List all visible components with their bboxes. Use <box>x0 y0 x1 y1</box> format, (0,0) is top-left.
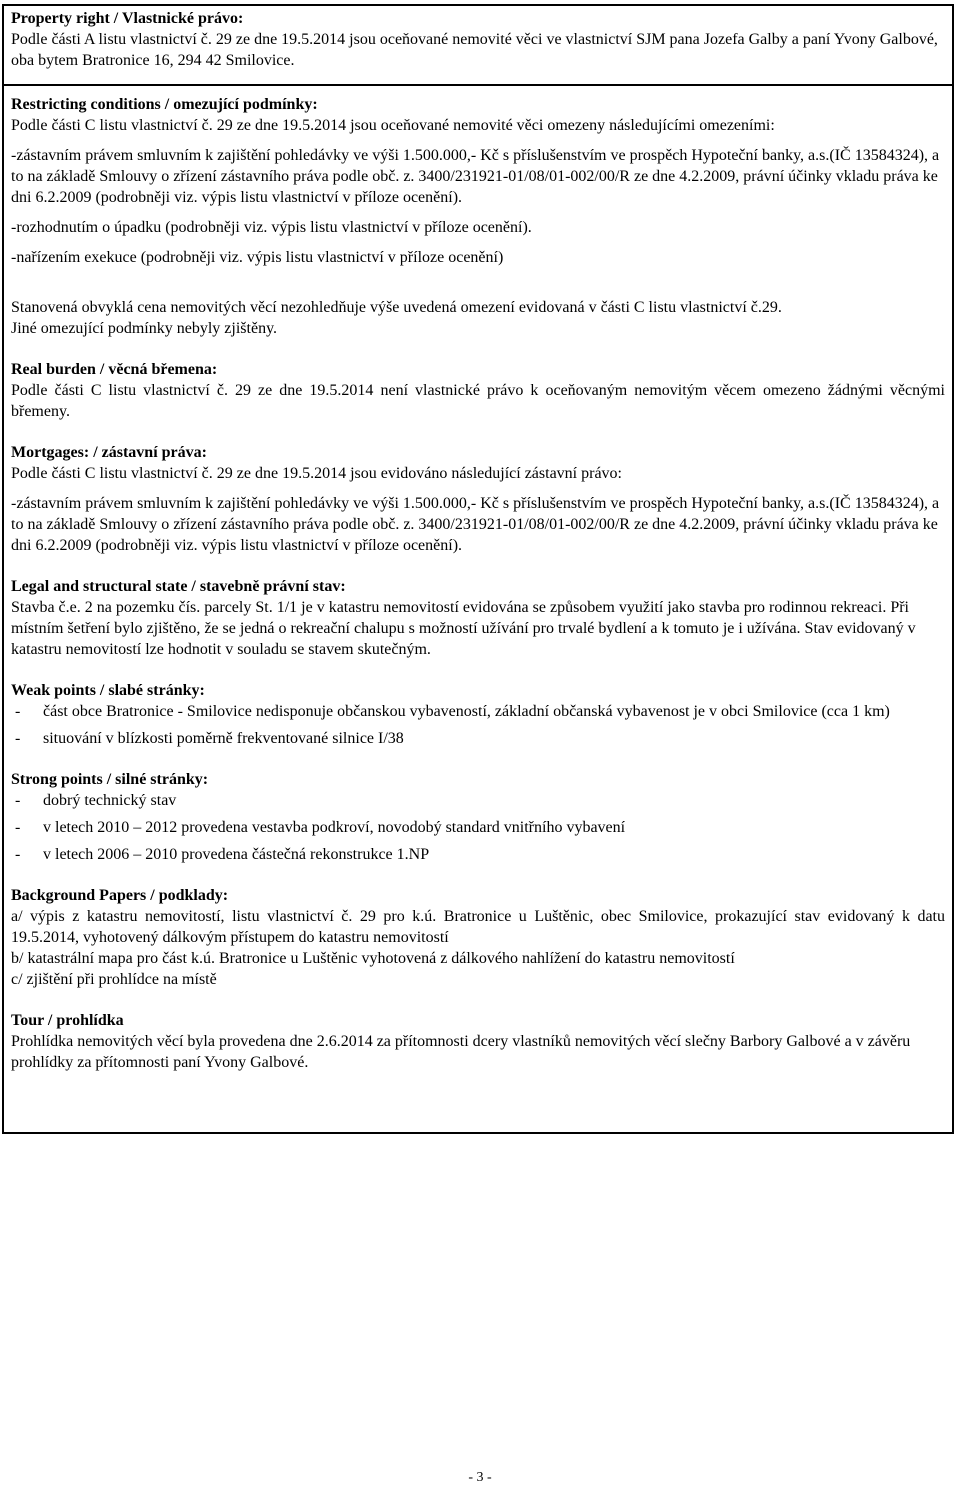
strong-point-text: dobrý technický stav <box>43 792 177 809</box>
bullet-dash: - <box>15 846 21 863</box>
weak-point-text: část obce Bratronice - Smilovice nedisponuje občanskou vybaveností, základní občanská vybavenost je v obci Smilovice (cca 1 km) <box>43 703 890 720</box>
restricting-note-1: Stanovená obvyklá cena nemovitých věcí nezohledňuje výše uvedená omezení evidovaná v části C listu vlastnictví č.29. <box>11 299 782 316</box>
restricting-item-1: -zástavním právem smluvním k zajištění pohledávky ve výši 1.500.000,- Kč s příslušenstvím ve prospěch Hypoteční banky, a.s.(IČ 13584324), a to na základě Smlouvy o zřízení zástavního práva podle obč. z. 3400/231921-01/08/01-002/00/R ze dne 4.2.2009, právní účinky vkladu práva ke dni 6.2.2009 (podrobněji viz. výpis listu vlastnictví v příloze ocenění). <box>11 147 940 206</box>
restricting-intro: Podle části C listu vlastnictví č. 29 ze dne 19.5.2014 jsou oceňované nemovité věci omezeny následujícími omezeními: <box>11 117 775 134</box>
restricting-note-2: Jiné omezující podmínky nebyly zjištěny. <box>11 320 278 337</box>
mortgages-heading: Mortgages: / zástavní práva: <box>11 444 207 461</box>
restricting-item-2: -rozhodnutím o úpadku (podrobněji viz. výpis listu vlastnictví v příloze ocenění). <box>11 219 532 236</box>
weak-point-text: situování v blízkosti poměrně frekventované silnice I/38 <box>43 730 404 747</box>
property-right-text: Podle části A listu vlastnictví č. 29 ze dne 19.5.2014 jsou oceňované nemovité věci ve vlastnictví SJM pana Jozefa Galby a paní Yvony Galbové, oba bytem Bratronice 16, 294 42 Smilovice. <box>11 31 938 69</box>
list-item <box>11 790 945 811</box>
restricting-heading: Restricting conditions / omezující podmínky: <box>11 96 318 113</box>
weak-points-heading: Weak points / slabé stránky: <box>11 682 205 699</box>
list-item <box>11 817 945 838</box>
bullet-dash: - <box>15 792 21 809</box>
restricting-item-3: -nařízením exekuce (podrobněji viz. výpis listu vlastnictví v příloze ocenění) <box>11 249 504 266</box>
real-burden-text: Podle části C listu vlastnictví č. 29 ze dne 19.5.2014 není vlastnické právo k oceňovaným nemovitým věcem omezeno žádnými věcnými břemeny. <box>11 382 945 420</box>
list-item <box>11 728 945 749</box>
legal-state-text: Stavba č.e. 2 na pozemku čís. parcely St. 1/1 je v katastru nemovitostí evidována se způsobem využití jako stavba pro rodinnou rekreaci. Při místním šetření bylo zjištěno, že se jedná o rekreační chalupu s možností užívání pro trvalé bydlení a k tomuto je i užívána. Stav evidovaný v katastru nemovitostí lze hodnotit v souladu se stavem skutečným. <box>11 599 916 658</box>
weak-points-list <box>11 701 945 749</box>
page-number: - 3 - <box>468 1470 492 1485</box>
background-item-a: a/ výpis z katastru nemovitostí, listu vlastnictví č. 29 pro k.ú. Bratronice u Luštěnic, obec Smilovice, prokazující stav evidovaný k datu 19.5.2014, vyhotovený dálkovým přístupem do katastru nemovitostí <box>11 908 945 946</box>
real-burden-heading: Real burden / věcná břemena: <box>11 361 218 378</box>
strong-point-text: v letech 2006 – 2010 provedena částečná rekonstrukce 1.NP <box>43 846 430 863</box>
bullet-dash: - <box>15 730 21 747</box>
bullet-dash: - <box>15 703 21 720</box>
background-item-c: c/ zjištění při prohlídce na místě <box>11 971 217 988</box>
tour-text: Prohlídka nemovitých věcí byla provedena dne 2.6.2014 za přítomnosti dcery vlastníků nemovitých věcí slečny Barbory Galbové a v závěru prohlídky za přítomnosti paní Yvony Galbové. <box>11 1033 911 1071</box>
bullet-dash: - <box>15 819 21 836</box>
tour-heading: Tour / prohlídka <box>11 1012 124 1029</box>
strong-point-text: v letech 2010 – 2012 provedena vestavba podkroví, novodobý standard vnitřního vybavení <box>43 819 626 836</box>
list-item <box>11 844 945 865</box>
strong-points-heading: Strong points / silné stránky: <box>11 771 209 788</box>
background-item-b: b/ katastrální mapa pro část k.ú. Bratronice u Luštěnic vyhotovená z dálkového nahlížení do katastru nemovitostí <box>11 950 735 967</box>
details-section <box>4 86 952 1132</box>
mortgages-intro: Podle části C listu vlastnictví č. 29 ze dne 19.5.2014 jsou evidováno následující zástavní právo: <box>11 465 622 482</box>
legal-state-heading: Legal and structural state / stavebně právní stav: <box>11 578 346 595</box>
document-box <box>2 4 954 1134</box>
strong-points-list <box>11 790 945 865</box>
property-right-section <box>4 6 952 86</box>
mortgages-text: -zástavním právem smluvním k zajištění pohledávky ve výši 1.500.000,- Kč s příslušenstvím ve prospěch Hypoteční banky, a.s.(IČ 13584324), a to na základě Smlouvy o zřízení zástavního práva podle obč. z. 3400/231921-01/08/01-002/00/R ze dne 4.2.2009, právní účinky vkladu práva ke dni 6.2.2009 (podrobněji viz. výpis listu vlastnictví v příloze ocenění). <box>11 495 940 554</box>
property-right-heading: Property right / Vlastnické právo: <box>11 10 244 27</box>
background-heading: Background Papers / podklady: <box>11 887 229 904</box>
list-item <box>11 701 945 722</box>
